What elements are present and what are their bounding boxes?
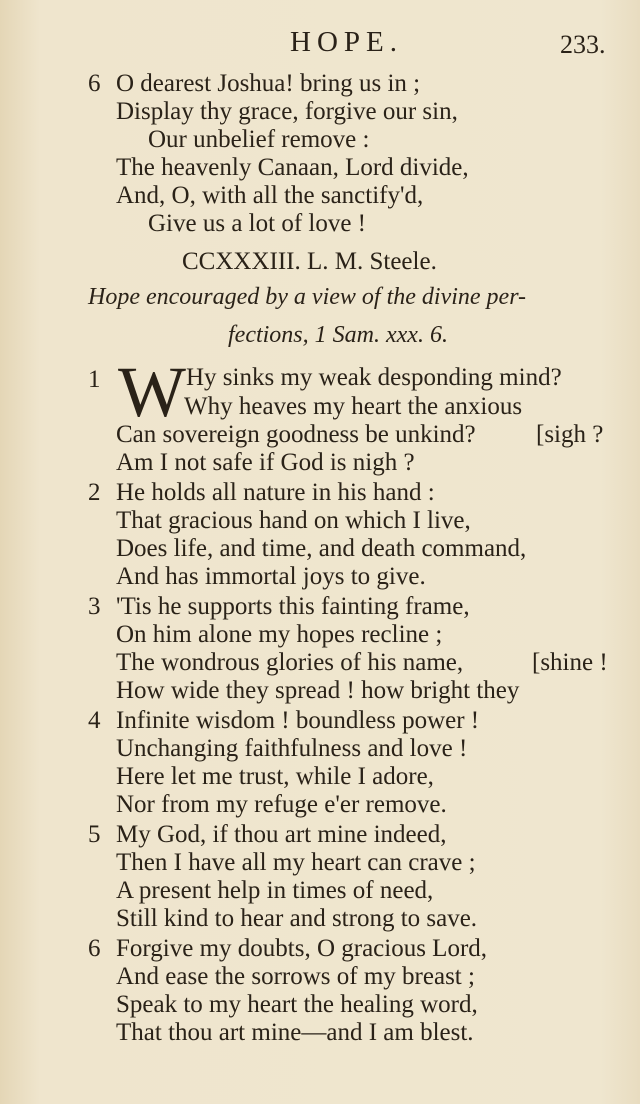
prev-line: Give us a lot of love ! [148,210,367,237]
verse-line: Forgive my doubts, O gracious Lord, [116,935,488,962]
hymn-subtitle-1: Hope encouraged by a view of the divine per- [88,284,527,310]
hymn-title: CCXXXIII. L. M. Steele. [182,248,437,275]
verse-line: My God, if thou art mine indeed, [116,821,447,848]
verse-line: Does life, and time, and death command, [116,535,527,562]
prev-verse-number: 6 [88,70,101,97]
verse-line: And has immortal joys to give. [116,563,426,590]
verse-number: 5 [88,821,101,848]
verse-number: 3 [88,593,101,620]
verse-number: 2 [88,479,101,506]
verse-line: Am I not safe if God is nigh ? [116,449,415,476]
verse-line: Speak to my heart the healing word, [116,991,478,1018]
verse-line: Can sovereign goodness be unkind? [116,421,476,448]
prev-line: And, O, with all the sanctify'd, [116,182,424,209]
verse-line: That gracious hand on which I live, [116,507,471,534]
runback-text: [shine ! [532,649,608,676]
running-head: HOPE. [290,26,403,58]
verse-line: That thou art mine—and I am blest. [116,1019,474,1046]
verse-line: Infinite wisdom ! boundless power ! [116,707,480,734]
runback-text: [sigh ? [536,421,604,448]
verse-number: 4 [88,707,101,734]
prev-line: O dearest Joshua! bring us in ; [116,70,421,97]
verse-number: 6 [88,935,101,962]
prev-line: Our unbelief remove : [148,126,370,153]
verse-line: How wide they spread ! how bright they [116,677,520,704]
verse-number: 1 [88,366,101,393]
verse-line: Here let me trust, while I adore, [116,763,434,790]
verse-line: Then I have all my heart can crave ; [116,849,476,876]
drop-cap: W [118,352,186,432]
hymn-subtitle-2: fections, 1 Sam. xxx. 6. [228,322,448,348]
verse-line: Nor from my refuge e'er remove. [116,791,447,818]
verse-line: He holds all nature in his hand : [116,479,435,506]
verse-line: The wondrous glories of his name, [116,649,464,676]
verse-line: Why heaves my heart the anxious [184,393,523,420]
prev-line: Display thy grace, forgive our sin, [116,98,458,125]
prev-line: The heavenly Canaan, Lord divide, [116,154,469,181]
verse-line: On him alone my hopes recline ; [116,621,443,648]
verse-line: 'Tis he supports this fainting frame, [116,593,470,620]
verse-line: Hy sinks my weak desponding mind? [186,364,562,391]
verse-line: And ease the sorrows of my breast ; [116,963,475,990]
page-number: 233. [560,30,606,59]
verse-line: A present help in times of need, [116,877,434,904]
verse-line: Still kind to hear and strong to save. [116,905,478,932]
verse-line: Unchanging faithfulness and love ! [116,735,468,762]
